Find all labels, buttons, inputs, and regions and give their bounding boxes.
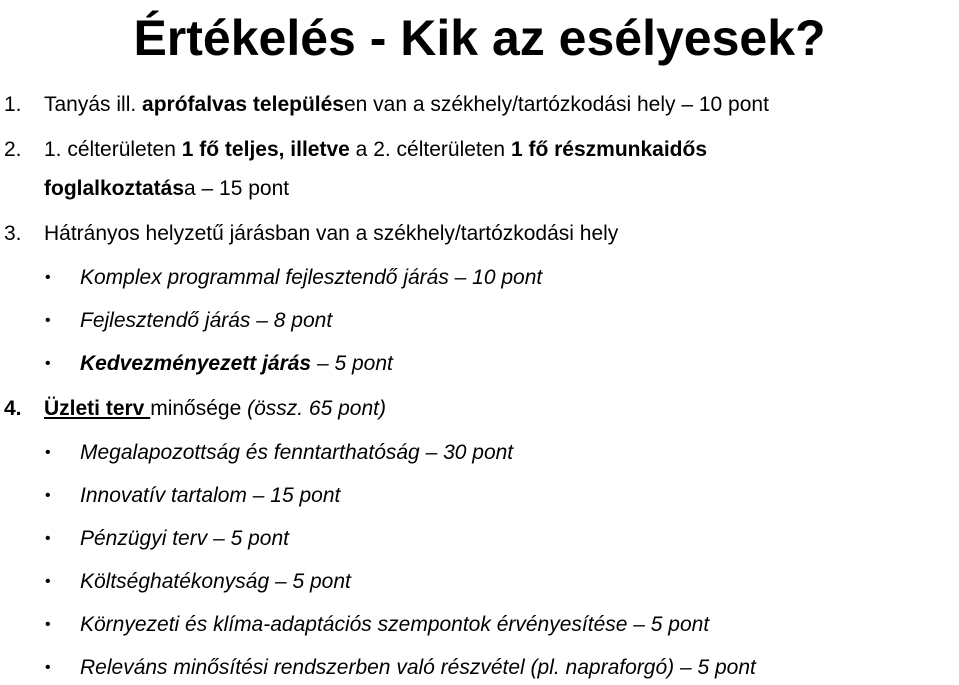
item-text-part: a – 15 pont	[184, 177, 290, 200]
item-text	[44, 92, 769, 118]
sub-item-text: Innovatív tartalom – 15 pont	[80, 484, 341, 507]
bullet-icon: •	[45, 355, 51, 372]
item-text-part: minősége	[150, 397, 248, 420]
item-text	[44, 137, 707, 163]
item-text-bold: foglalkoztatás	[44, 177, 185, 200]
item-text	[44, 396, 386, 422]
bullet-icon: •	[45, 530, 51, 547]
sub-item-text: Pénzügyi terv – 5 pont	[80, 527, 289, 550]
bullet-icon: •	[45, 487, 51, 504]
item-number: 3.	[4, 222, 22, 245]
bullet-icon: •	[45, 573, 51, 590]
item-text-part: Tanyás ill.	[44, 93, 143, 116]
item-text-bold: 1 fő teljes, illetve	[181, 138, 350, 161]
sub-item-text: Környezeti és klíma-adaptációs szempontok érvényesítése – 5 pont	[80, 613, 710, 636]
sub-item-text	[80, 351, 393, 377]
sub-item-text: Fejlesztendő járás – 8 pont	[80, 309, 333, 332]
sub-item-bold: Kedvezményezett járás	[80, 352, 312, 375]
item-text-part: 1. célterületen	[44, 138, 182, 161]
item-number: 4.	[4, 397, 22, 420]
sub-item-text: Komplex programmal fejlesztendő járás – 10 pont	[80, 266, 543, 289]
slide-title: Értékelés - Kik az esélyesek?	[133, 10, 826, 66]
item-text-part: en van a székhely/tartózkodási hely – 10 pont	[343, 93, 769, 116]
item-text-bold: Üzleti terv	[44, 397, 151, 420]
item-number: 1.	[4, 93, 22, 116]
sub-item-rest: – 5 pont	[311, 352, 393, 375]
item-text-bold: aprófalvas település	[142, 93, 344, 116]
item-text-italic: (össz. 65 pont)	[247, 397, 386, 420]
item-number: 2.	[4, 138, 22, 161]
sub-item-text: Releváns minősítési rendszerben való részvétel (pl. napraforgó) – 5 pont	[80, 656, 756, 679]
bullet-icon: •	[45, 444, 51, 461]
bullet-icon: •	[45, 659, 51, 676]
bullet-icon: •	[45, 616, 51, 633]
item-text: Hátrányos helyzetű járásban van a székhely/tartózkodási hely	[44, 222, 619, 245]
item-text	[44, 176, 289, 202]
item-text-part: a 2. célterületen	[349, 138, 511, 161]
sub-item-text: Költséghatékonyság – 5 pont	[80, 570, 351, 593]
bullet-icon: •	[45, 312, 51, 329]
item-text-bold: 1 fő részmunkaidős	[510, 138, 708, 161]
sub-item-text: Megalapozottság és fenntarthatóság – 30 pont	[80, 441, 514, 464]
bullet-icon: •	[45, 269, 51, 286]
